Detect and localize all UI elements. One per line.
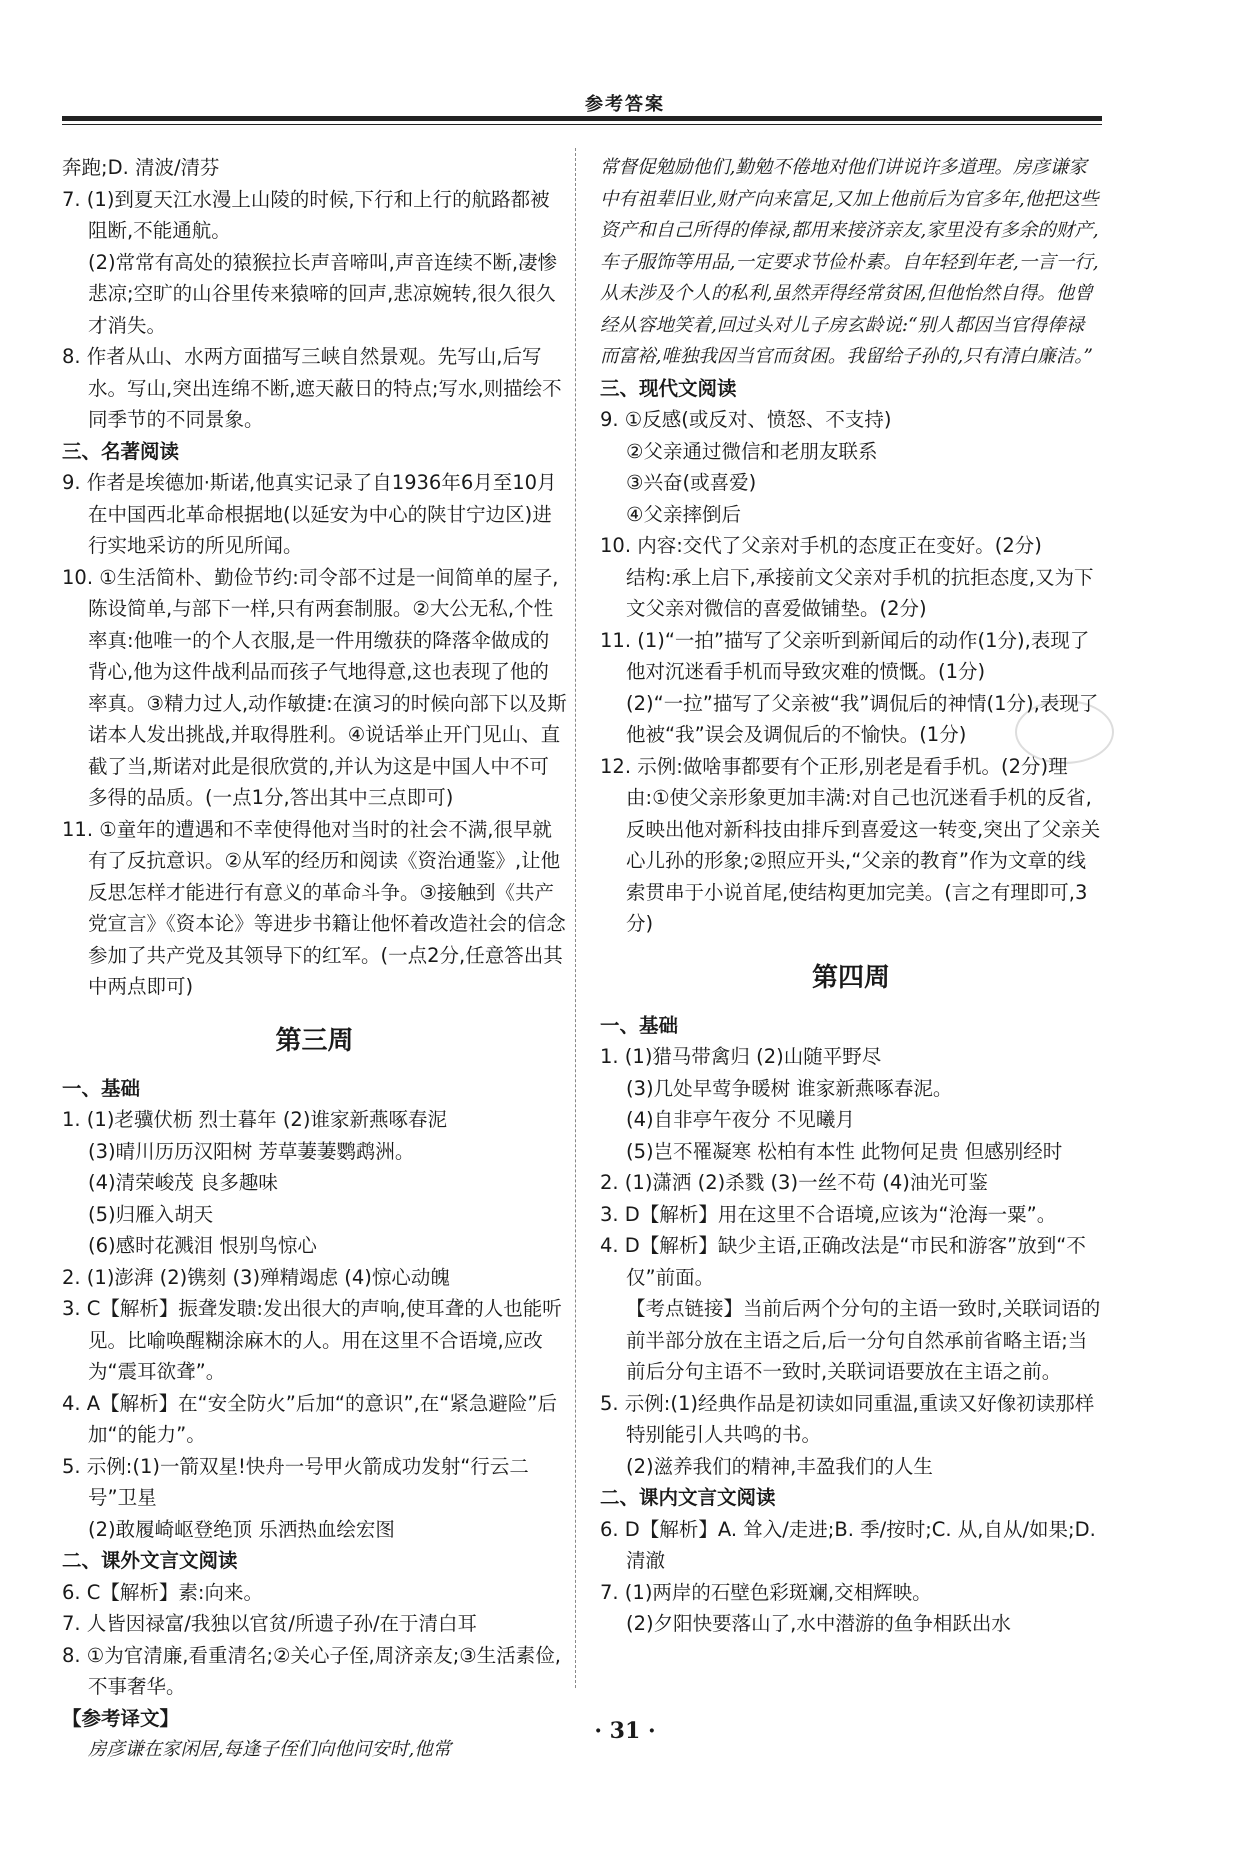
answer-line: 12. 示例:做啥事都要有个正形,别老是看手机。(2分)理由:①使父亲形象更加丰满:对自己也沉迷看手机的反省,反映出他对新科技由排斥到喜爱这一转变,突出了父亲关心儿孙的形象;②照应开头,“父亲的教育”作为文章的线索贯串于小说首尾,使结构更加完美。(言之有理即可,3分) — [600, 754, 1101, 935]
answer-line: 3. D【解析】用在这里不合语境,应该为“沧海一粟”。 — [600, 1202, 1057, 1226]
answer-line: (3)晴川历历汉阳树 芳草萋萋鹦鹉洲。 — [88, 1139, 415, 1163]
answer-line: (6)感时花溅泪 恨别鸟惊心 — [88, 1234, 317, 1257]
answer-line: 奔跑;D. 清波/清芬 — [62, 156, 220, 179]
answer-line: ④父亲摔倒后 — [626, 502, 741, 526]
answer-line: ②父亲通过微信和老朋友联系 — [626, 439, 878, 463]
section-heading: 三、现代文阅读 — [600, 376, 737, 400]
week-three-title: 第三周 — [275, 1025, 354, 1056]
section-heading: 二、课外文言文阅读 — [62, 1549, 238, 1572]
answer-line: (2)敢履崎岖登绝顶 乐洒热血绘宏图 — [88, 1517, 395, 1541]
answer-line: 【考点链接】当前后两个分句的主语一致时,关联词语的前半部分放在主语之后,后一分句自然承前省略主语;当前后分句主语不一致时,关联词语要放在主语之前。 — [626, 1297, 1101, 1383]
answer-line: ③兴奋(或喜爱) — [626, 471, 757, 494]
answer-line: 1. (1)老骥伏枥 烈士暮年 (2)谁家新燕啄春泥 — [62, 1108, 447, 1131]
page-header-title: 参考答案 — [585, 94, 665, 115]
section-heading: 二、课内文言文阅读 — [600, 1486, 776, 1509]
answer-line: 2. (1)潇洒 (2)杀戮 (3)一丝不苟 (4)油光可鉴 — [600, 1171, 988, 1194]
header-rule-thick — [62, 116, 1102, 121]
answer-line: (2)滋养我们的精神,丰盈我们的人生 — [626, 1454, 933, 1478]
answer-line: 3. C【解析】振聋发聩:发出很大的声响,使耳聋的人也能听见。比喻唤醒糊涂麻木的人。用在这里不合语境,应改为“震耳欲聋”。 — [62, 1297, 562, 1383]
answer-line: 6. C【解析】素:向来。 — [62, 1580, 263, 1604]
translation-text: 常督促勉励他们,勤勉不倦地对他们讲说许多道理。房彦谦家中有祖辈旧业,财产向来富足,又加上他前后为官多年,他把这些资产和自己所得的俸禄,都用来接济亲友,家里没有多余的财产,车子服饰等用品,一定要求节俭朴素。自年轻到年老,一言一行,从未涉及个人的私利,虽然弄得经常贫困,但他怡然自得。他曾经从容地笑着,回过头对儿子房玄龄说:“别人都因当官得俸禄而富裕,唯独我因当官而贫困。我留给子孙的,只有清白廉洁。” — [600, 157, 1099, 367]
answer-line: 10. 内容:交代了父亲对手机的态度正在变好。(2分) — [600, 534, 1042, 557]
right-column — [600, 152, 1102, 1640]
answer-line: 1. (1)猎马带禽归 (2)山随平野尽 — [600, 1045, 882, 1068]
section-heading: 三、名著阅读 — [62, 439, 180, 463]
left-column — [62, 152, 567, 1766]
column-divider — [575, 148, 576, 1688]
answer-line: (3)几处早莺争暖树 谁家新燕啄春泥。 — [626, 1076, 953, 1100]
answer-line: 9. ①反感(或反对、愤怒、不支持) — [600, 408, 892, 431]
header-rule-thin — [62, 124, 1102, 125]
answer-line: 8. ①为官清廉,看重清名;②关心子侄,周济亲友;③生活素俭,不事奢华。 — [62, 1643, 561, 1698]
answer-line: (2)夕阳快要落山了,水中潜游的鱼争相跃出水 — [626, 1612, 1011, 1635]
answer-line: 7. (1)两岸的石壁色彩斑斓,交相辉映。 — [600, 1580, 932, 1604]
answer-line: 8. 作者从山、水两方面描写三峡自然景观。先写山,后写水。写山,突出连绵不断,遮天蔽日的特点;写水,则描绘不同季节的不同景象。 — [62, 345, 562, 431]
translation-text: 房彦谦在家闲居,每逢子侄们向他问安时,他常 — [88, 1739, 452, 1760]
answer-line: 11. (1)“一拍”描写了父亲听到新闻后的动作(1分),表现了他对沉迷看手机而导致灾难的愤慨。(1分) — [600, 628, 1090, 683]
answer-line: (2)常常有高处的猿猴拉长声音啼叫,声音连续不断,凄惨悲凉;空旷的山谷里传来猿啼的回声,悲凉婉转,很久很久才消失。 — [88, 250, 558, 337]
answer-line: (5)归雁入胡天 — [88, 1202, 214, 1226]
section-heading: 一、基础 — [600, 1013, 679, 1037]
answer-line: 10. ①生活简朴、勤俭节约:司令部不过是一间简单的屋子,陈设简单,与部下一样,只有两套制服。②大公无私,个性率真:他唯一的个人衣服,是一件用缴获的降落伞做成的背心,他为这件战利品而孩子气地得意,这也表现了他的率真。③精力过人,动作敏捷:在演习的时候向部下以及斯诺本人发出挑战,并取得胜利。④说话举止开门见山、直截了当,斯诺对此是很欣赏的,并认为这是中国人中不可多得的品质。(一点1分,答出其中三点即可) — [62, 565, 567, 809]
answer-line: 2. (1)澎湃 (2)镌刻 (3)殚精竭虑 (4)惊心动魄 — [62, 1265, 450, 1289]
answer-line: 7. (1)到夏天江水漫上山陵的时候,下行和上行的航路都被阻断,不能通航。 — [62, 187, 550, 242]
answer-line: (2)“一拉”描写了父亲被“我”调侃后的神情(1分),表现了他被“我”误会及调侃后的不愉快。(1分) — [626, 691, 1099, 746]
answer-line: 5. 示例:(1)经典作品是初读如同重温,重读又好像初读那样特别能引人共鸣的书。 — [600, 1391, 1095, 1446]
week-four-title: 第四周 — [811, 962, 890, 993]
answer-line: 9. 作者是埃德加·斯诺,他真实记录了自1936年6月至10月在中国西北革命根据地(以延安为中心的陕甘宁边区)进行实地采访的所见所闻。 — [62, 471, 557, 557]
answer-line: 5. 示例:(1)一箭双星!快舟一号甲火箭成功发射“行云二号”卫星 — [62, 1454, 529, 1509]
page-number: · 31 · — [594, 1718, 656, 1744]
answer-line: 6. D【解析】A. 耸入/走进;B. 季/按时;C. 从,自从/如果;D. 清澈 — [600, 1517, 1096, 1572]
answer-line: (5)岂不罹凝寒 松柏有本性 此物何足贵 但感别经时 — [626, 1139, 1063, 1163]
answer-line: 结构:承上启下,承接前文父亲对手机的抗拒态度,又为下文父亲对微信的喜爱做铺垫。(2分) — [626, 565, 1094, 620]
answer-line: (4)自非亭午夜分 不见曦月 — [626, 1108, 855, 1131]
section-heading: 一、基础 — [62, 1076, 141, 1100]
answer-line: 4. A【解析】在“安全防火”后加“的意识”,在“紧急避险”后加“的能力”。 — [62, 1391, 557, 1446]
answer-line: (4)清荣峻茂 良多趣味 — [88, 1171, 278, 1194]
answer-line: 7. 人皆因禄富/我独以官贫/所遗子孙/在于清白耳 — [62, 1612, 478, 1635]
translation-heading: 【参考译文】 — [62, 1706, 180, 1730]
answer-line: 4. D【解析】缺少主语,正确改法是“市民和游客”放到“不仅”前面。 — [600, 1234, 1086, 1289]
answer-line: 11. ①童年的遭遇和不幸使得他对当时的社会不满,很早就有了反抗意识。②从军的经历和阅读《资治通鉴》,让他反思怎样才能进行有意义的革命斗争。③接触到《共产党宣言》《资本论》等进步书籍让他怀着改造社会的信念参加了共产党及其领导下的红军。(一点2分,任意答出其中两点即可) — [62, 817, 566, 998]
